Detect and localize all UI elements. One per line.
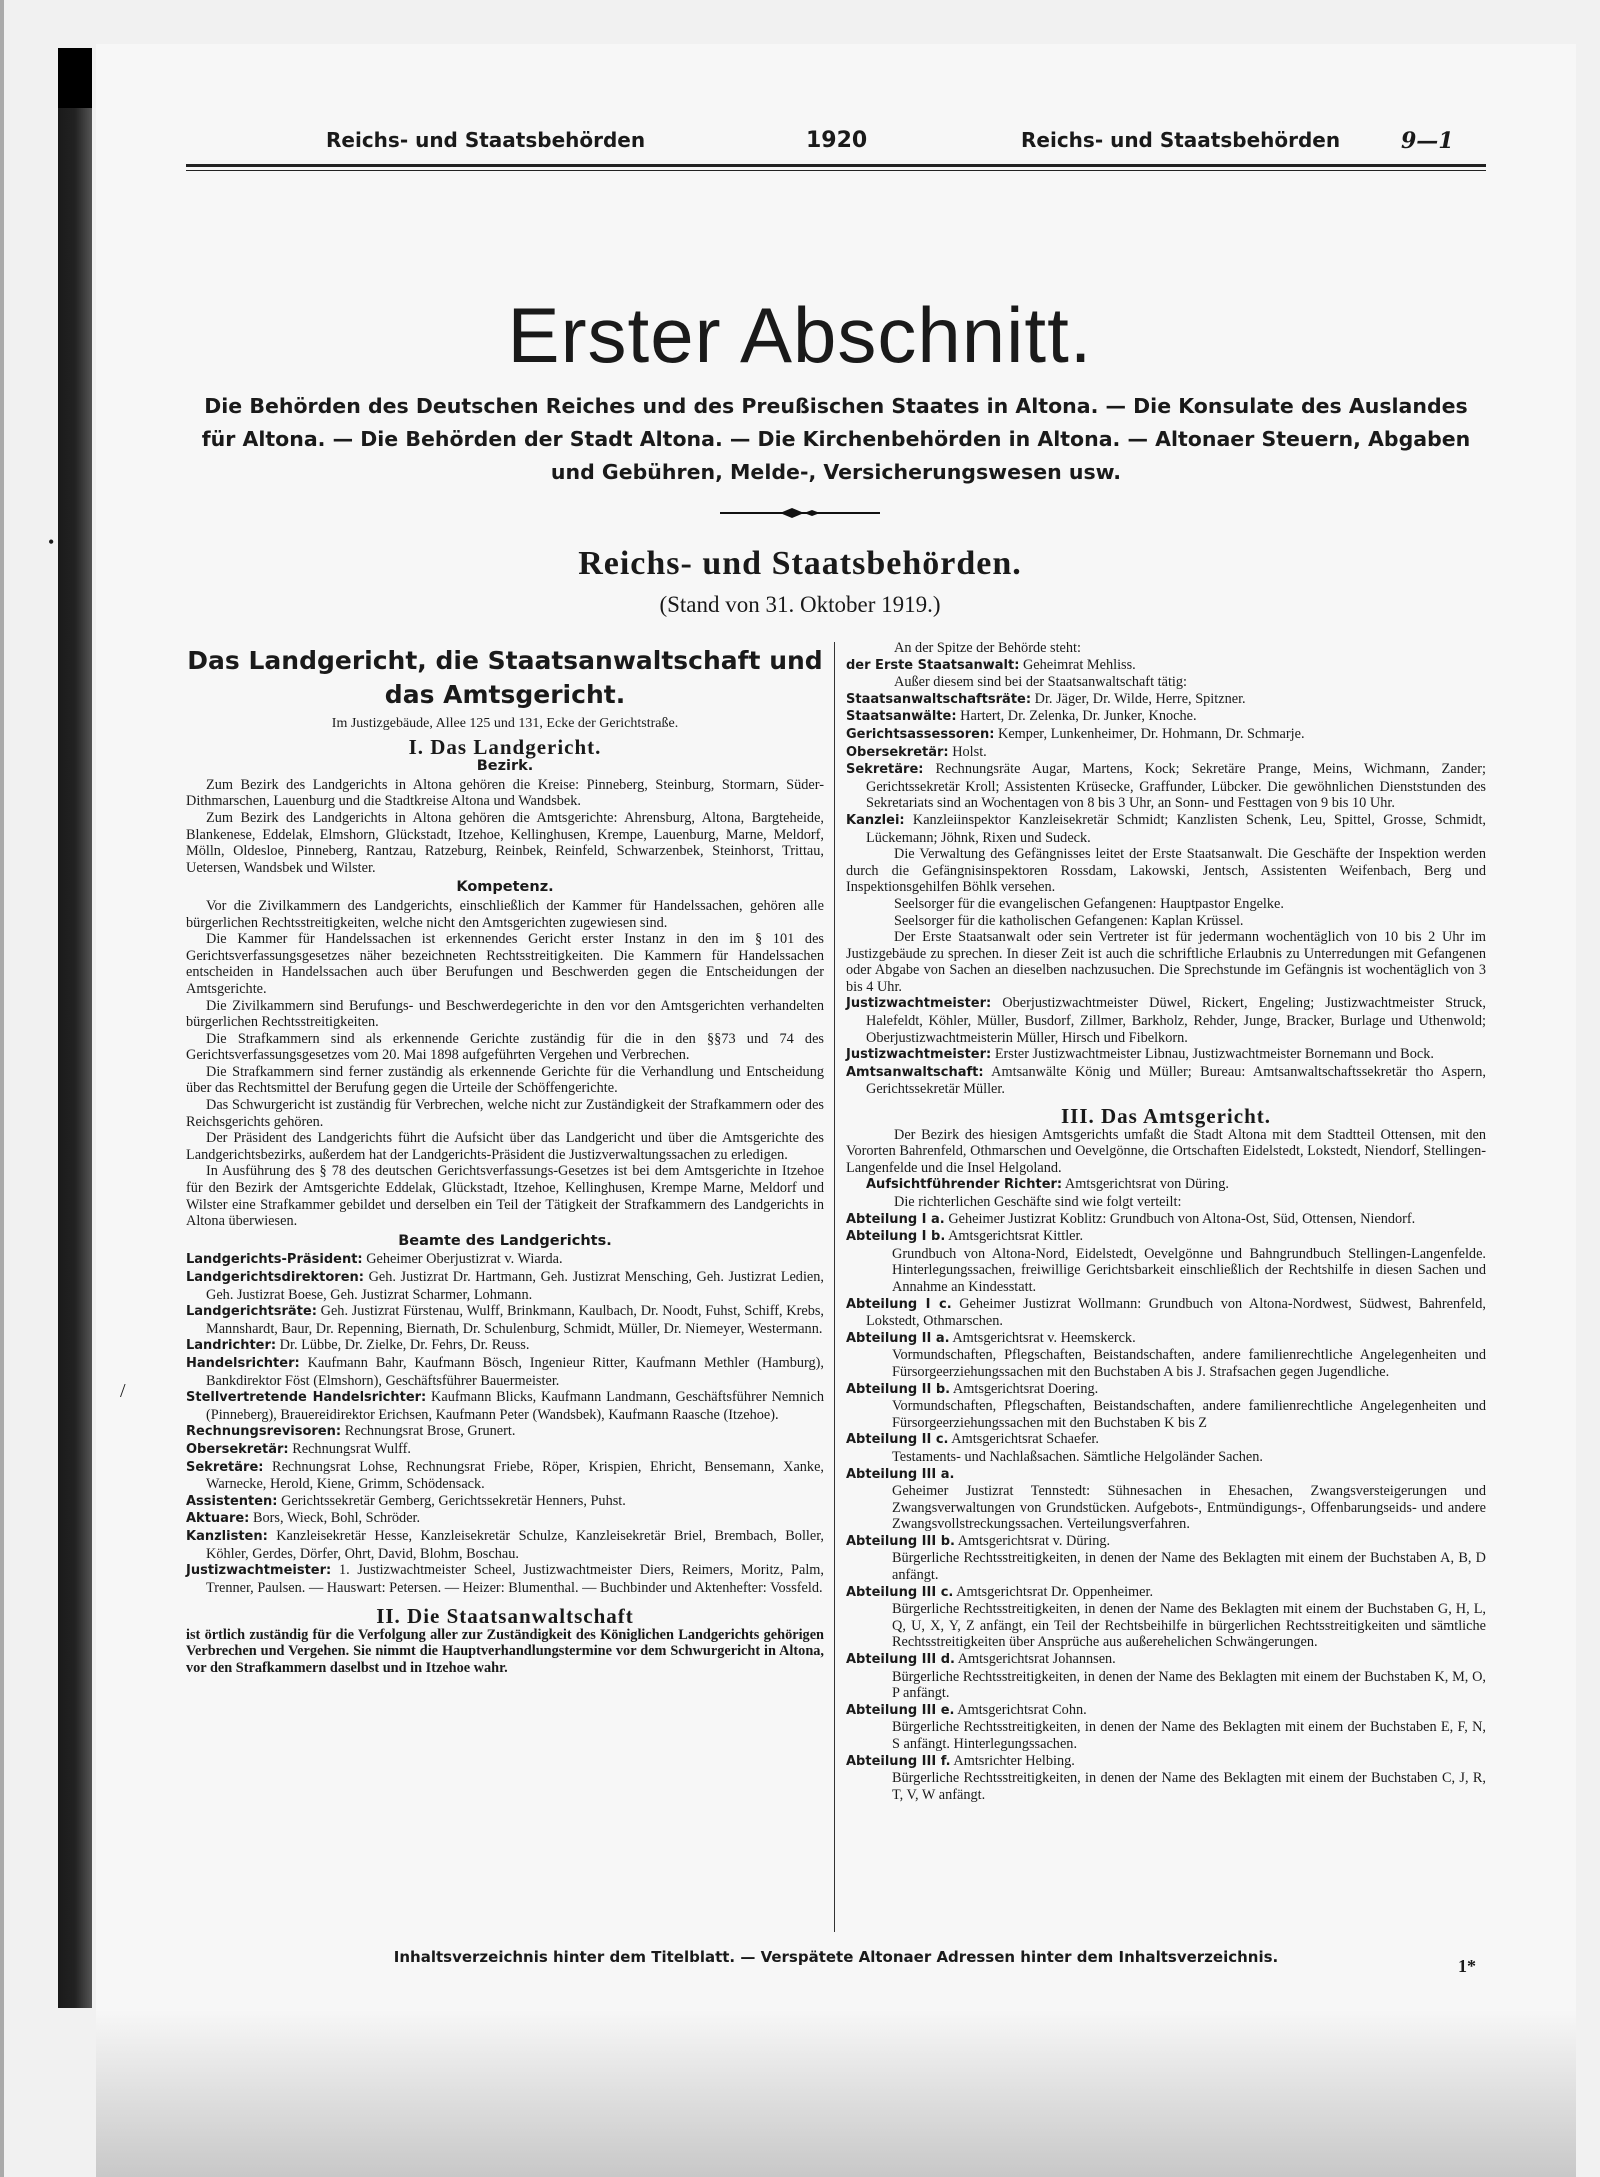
department-entry: Abteilung I b. Amtsgerichtsrat Kittler. (846, 1228, 1084, 1245)
right-column (846, 640, 1486, 1803)
signature-mark: 1* (1458, 1956, 1476, 1976)
court-location: Im Justizgebäude, Allee 125 und 131, Ecke der Gerichtstraße. (331, 716, 679, 731)
staff-entry: Amtsanwaltschaft: Amtsanwälte König und Müller; Bureau: Amtsanwaltschaftssekretär tho Aspern, Gerichtssekretär Müller. (846, 1063, 1487, 1098)
distribution-note: Die richterlichen Geschäfte sind wie folgt verteilt: (894, 1194, 1182, 1210)
staff-entry: Kanzlei: Kanzleiinspektor Kanzleisekretär Schmidt; Kanzlisten Schenk, Leu, Spittel, Grosse, Schmidt, Lückemann; Jöhnk, Rixen und Sudeck. (846, 811, 1486, 846)
staff-entry: Staatsanwaltschaftsräte: Dr. Jäger, Dr. Wilde, Herre, Spitzner. (846, 690, 1246, 707)
staff-entry: Sekretäre: Rechnungsräte Augar, Martens, Kock; Sekretäre Prange, Meins, Wichmann, Zander; Gerichtssekretär Kroll; Assistenten Krüsecke, Graffunder, Lübcker. Die gewöhnlichen Dienststunden des Sekretariats sind an Wochentagen von 8 bis 3 Uhr, an Sonn- und Festtagen von 9 bis 10 Uhr. (846, 761, 1487, 812)
department-entry: Abteilung III d. Amtsgerichtsrat Johannsen. (846, 1651, 1116, 1668)
department-entry: Abteilung I a. Geheimer Justizrat Koblitz: Grundbuch von Altona-Ost, Süd, Ottensen, Niendorf. (846, 1210, 1416, 1227)
department-entry: Abteilung III a. (846, 1466, 955, 1482)
header-page: 9—1 (1401, 128, 1454, 154)
kompetenz-paragraph: Vor die Zivilkammern des Landgerichts, einschließlich der Kammer für Handelssachen, gehören alle bürgerlichen Rechtsstreitigkeiten, welche nicht den Amtsgerichten zugewiesen sind. (186, 897, 824, 931)
supervising-judge: Aufsichtführender Richter: Amtsgerichtsrat von Düring. (866, 1176, 1229, 1193)
staff-entry: Landrichter: Dr. Lübbe, Dr. Zielke, Dr. Fehrs, Dr. Reuss. (186, 1337, 530, 1354)
staff-entry: Handelsrichter: Kaufmann Bahr, Kaufmann Bösch, Ingenieur Ritter, Kaufmann Methler (Hamburg), Bankdirektor Föst (Elmshorn), Geschäftsführer Bauermeister. (186, 1354, 824, 1389)
department-detail: Bürgerliche Rechtsstreitigkeiten, in denen der Name des Beklagten mit einem der Buchstaben G, H, L, Q, U, X, Y, Z anfängt, ein Teil der Rechtsbeihilfe in bürgerlichen Rechtsstreitigkeiten und sämtliche Rechtsstreitigkeiten über Ansprüche aus außerehelichen Schwängerungen. (892, 1601, 1486, 1651)
department-entry: Abteilung III e. Amtsgerichtsrat Cohn. (846, 1701, 1087, 1718)
kompetenz-paragraph: Der Präsident des Landgerichts führt die Aufsicht über das Landgericht und über die Amtsgerichte des Landgerichtsbezirks, außerdem hat der Landgerichts-Präsident die Justizverwaltungssachen zu erledigen. (186, 1130, 824, 1163)
staff-entry: Landgerichts-Präsident: Geheimer Oberjustizrat v. Wiarda. (186, 1251, 563, 1268)
department-detail: Grundbuch von Altona-Nord, Eidelstedt, Oevelgönne und Bahngrundbuch Stellingen-Langenfelde. Hinterlegungssachen, freiwillige Gerichtsbarkeit einschließlich der Rechtshilfe in diesen Sachen und Annahme an Kindesstatt. (892, 1245, 1486, 1295)
header-left: Reichs- und Staatsbehörden (326, 128, 646, 152)
prison-paragraph: Seelsorger für die katholischen Gefangenen: Kaplan Krüssel. (894, 912, 1244, 929)
staff-entry: Rechnungsrevisoren: Rechnungsrat Brose, Grunert. (186, 1423, 516, 1440)
section-title: Reichs- und Staatsbehörden. (578, 545, 1022, 582)
department-entry: Abteilung I c. Geheimer Justizrat Wollmann: Grundbuch von Altona-Nordwest, Südwest, Bahrenfeld, Lokstedt, Othmarschen. (846, 1295, 1486, 1330)
intro-line: Außer diesem sind bei der Staatsanwaltschaft tätig: (894, 674, 1188, 691)
intro-line: An der Spitze der Behörde steht: (894, 640, 1081, 656)
staff-entry: Justizwachtmeister: Oberjustizwachtmeister Düwel, Rickert, Engeling; Justizwachtmeister Struck, Halefeldt, Köhler, Müller, Busdorf, Zillmer, Barkholz, Rehder, Junge, Bracker, Burlage und Uthenwold; Oberjustizwachtmeisterin Müller, Hirsch und Fibelkorn. (846, 995, 1486, 1046)
bezirk-paragraph: Zum Bezirk des Landgerichts in Altona gehören die Kreise: Pinneberg, Steinburg, Stormarn, Süder-Dithmarschen, Lauenburg und die Stadtkreise Altona und Wandsbek. (186, 776, 824, 810)
main-title: Erster Abschnitt. (507, 291, 1093, 379)
amtsgericht-intro: Der Bezirk des hiesigen Amtsgerichts umfaßt die Stadt Altona mit dem Stadtteil Ottensen, mit den Vororten Bahrenfeld, Othmarschen und Oevelgönne, die Ortschaften Eidelstedt, Lokstedt, Niendorf, Stellingen-Langenfelde und die Insel Helgoland. (846, 1126, 1486, 1176)
header-year: 1920 (806, 128, 868, 153)
page-bottom-shadow (96, 2010, 1576, 2177)
footer-note: Inhaltsverzeichnis hinter dem Titelblatt. — Verspätete Altonaer Adressen hinter dem Inhaltsverzeichnis. (393, 1948, 1279, 1966)
staff-entry: Landgerichtsräte: Geh. Justizrat Fürstenau, Wulff, Brinkmann, Kaulbach, Dr. Noodt, Fuhst, Schiff, Krebs, Mannshardt, Baur, Dr. Repenning, Biernath, Dr. Schulenburg, Schmidt, Müller, Dr. Niemeyer, Westermann. (186, 1303, 824, 1337)
left-column (186, 640, 824, 1677)
staff-entry: Obersekretär: Holst. (846, 743, 987, 760)
prison-paragraph: Der Erste Staatsanwalt oder sein Vertreter ist für jedermann wochentäglich von 10 bis 2 Uhr im Justizgebäude zu sprechen. In dieser Zeit ist auch die schriftliche Erlaubnis zu Unterredungen mit Gefangenen oder Abgabe von Sachen an dieselben nachzusuchen. Die Sprechstunde im Gefängnis ist wochentäglich von 3 bis 4 Uhr. (846, 929, 1486, 995)
department-entry: Abteilung II b. Amtsgerichtsrat Doering. (846, 1380, 1099, 1397)
department-entry: Abteilung II a. Amtsgerichtsrat v. Heemskerck. (846, 1329, 1136, 1346)
kompetenz-paragraph: Die Strafkammern sind ferner zuständig als erkennende Gerichte für die Verhandlung und Entscheidung über das Rechtsmittel der Berufung gegen die Urteile der Schöffengerichte. (186, 1063, 824, 1097)
department-detail: Vormundschaften, Pflegschaften, Beistandschaften, andere familienrechtliche Angelegenheiten und Fürsorgeerziehungssachen mit den Buchstaben A bis J. Strafsachen gegen Jugendliche. (892, 1347, 1486, 1380)
department-detail: Bürgerliche Rechtsstreitigkeiten, in denen der Name des Beklagten mit einem der Buchstaben C, J, R, T, V, W anfängt. (892, 1770, 1486, 1803)
beamte-title: Beamte des Landgerichts. (398, 1232, 612, 1249)
subtitle: Die Behörden des Deutschen Reiches und des Preußischen Staates in Altona. — Die Konsulate des Auslandes für Altona. — Die Behörden der Stadt Altona. — Die Kirchenbehörden in Altona. — Altonaer Steuern, Abgaben und Gebühren, Melde-, Versicherungswesen usw. (201, 394, 1471, 484)
staff-entry: Stellvertretende Handelsrichter: Kaufmann Blicks, Kaufmann Landmann, Geschäftsführer Nemnich (Pinneberg), Brauereidirektor Erichsen, Kaufmann Peter (Wandsbek), Kaufmann Raasche (Itzehoe). (186, 1389, 825, 1423)
department-detail: Testaments- und Nachlaßsachen. Sämtliche Helgoländer Sachen. (892, 1448, 1263, 1465)
date-note: (Stand von 31. Oktober 1919.) (659, 592, 941, 617)
staatsanwaltschaft-title: II. Die Staatsanwaltschaft (376, 1604, 634, 1629)
department-entry: Abteilung III b. Amtsgerichtsrat v. Düring. (846, 1532, 1111, 1549)
header-rule-thin (186, 170, 1486, 171)
kompetenz-paragraph: Die Kammer für Handelssachen ist erkennendes Gericht erster Instanz in den im § 101 des Gerichtsverfassungsgesetzes näher bezeichneten Rechtsstreitigkeiten. Die Kammern für Handelssachen entscheiden in Handelssachen auch über Berufungen und Beschwerden gegen die Entscheidungen der Amtsgerichte. (186, 931, 824, 997)
department-detail: Vormundschaften, Pflegschaften, Beistandschaften, andere familienrechtliche Angelegenheiten und Fürsorgeerziehungssachen mit den Buchstaben K bis Z (892, 1398, 1486, 1431)
kompetenz-paragraph: In Ausführung des § 78 des deutschen Gerichtsverfassungs-Gesetzes ist bei dem Amtsgerichte in Itzehoe für den Bezirk der Amtsgerichte Eddelak, Glückstadt, Itzehoe, Kellinghusen, Krempe Marne, Meldorf und Wilster eine Strafkammer gebildet und derselben ein Teil der Tätigkeit der Strafkammern des Landgerichts in Altona überwiesen. (186, 1163, 824, 1230)
header-right: Reichs- und Staatsbehörden (1021, 128, 1341, 152)
margin-mark: • (48, 532, 55, 552)
book-spine-top (58, 48, 92, 108)
staff-entry: Landgerichtsdirektoren: Geh. Justizrat Dr. Hartmann, Geh. Justizrat Mensching, Geh. Justizrat Ledien, Geh. Justizrat Boese, Geh. Justizrat Scharmer, Lohmann. (186, 1269, 824, 1303)
department-detail: Bürgerliche Rechtsstreitigkeiten, in denen der Name des Beklagten mit einem der Buchstaben E, F, N, S anfängt. Hinterlegungssachen. (892, 1719, 1486, 1752)
staff-entry: Justizwachtmeister: 1. Justizwachtmeister Scheel, Justizwachtmeister Diers, Reimers, Moritz, Palm, Trenner, Paulsen. — Hauswart: Petersen. — Heizer: Blumenthal. — Buchbinder und Aktenhefter: Vossfeld. (186, 1562, 825, 1596)
bezirk-title: Bezirk. (476, 758, 534, 775)
column-divider (834, 642, 835, 1932)
department-detail: Geheimer Justizrat Tennstedt: Sühnesachen in Ehesachen, Zwangsversteigerungen und Zwangsverwaltungen von Grundstücken. Aufgebots-, Entmündigungs-, Offenbarungseids- und andere Zwangsvollstreckungssachen. Verteilungsverfahren. (892, 1483, 1486, 1533)
department-entry: Abteilung III c. Amtsgerichtsrat Dr. Oppenheimer. (846, 1583, 1154, 1600)
bezirk-paragraph: Zum Bezirk des Landgerichts in Altona gehören die Amtsgerichte: Ahrensburg, Altona, Bargteheide, Blankenese, Eddelak, Elmshorn, Glückstadt, Itzehoe, Kellinghusen, Krempe, Lauenburg, Marne, Meldorf, Mölln, Oldesloe, Pinneberg, Rantzau, Ratzeburg, Reinbek, Reinfeld, Schwarzenbek, Steinhorst, Trittau, Uetersen, Wandsbek und Wilster. (186, 809, 824, 876)
court-heading: Das Landgericht, die Staatsanwaltschaft und das Amtsgericht. (187, 646, 823, 709)
department-detail: Bürgerliche Rechtsstreitigkeiten, in denen der Name des Beklagten mit einem der Buchstaben A, B, D anfängt. (892, 1550, 1486, 1584)
department-detail: Bürgerliche Rechtsstreitigkeiten, in denen der Name des Beklagten mit einem der Buchstaben K, M, O, P anfängt. (892, 1668, 1486, 1702)
header-rule (186, 164, 1486, 167)
staff-entry: Aktuare: Bors, Wieck, Bohl, Schröder. (186, 1510, 421, 1527)
department-entry: Abteilung III f. Amtsrichter Helbing. (846, 1752, 1075, 1769)
kompetenz-paragraph: Die Strafkammern sind als erkennende Gerichte zuständig für die in den §§73 und 74 des Gerichtsverfassungsgesetzes vom 20. Mai 1898 aufgeführten Vergehen und Verbrechen. (186, 1030, 824, 1064)
staff-entry: Kanzlisten: Kanzleisekretär Hesse, Kanzleisekretär Schulze, Kanzleisekretär Briel, Brembach, Boller, Köhler, Gerdes, Dörfer, Ohrt, David, Blohm, Boschau. (186, 1527, 824, 1562)
prison-paragraph: Die Verwaltung des Gefängnisses leitet der Erste Staatsanwalt. Die Geschäfte der Inspektion werden durch die Gefängnisinspektoren Rossdam, Lakowski, Jentsch, Assistenten Weifenbach, Berg und Inspektionsgehilfen Böhlk versehen. (846, 846, 1486, 896)
ornament-divider (720, 505, 880, 521)
staatsanwaltschaft-text: ist örtlich zuständig für die Verfolgung aller zur Zuständigkeit des Königlichen Landgerichts gehörigen Verbrechen und Vergehen. Sie nimmt die Hauptverhandlungstermine vor dem Schwurgericht in Altona, vor den Strafkammern daselbst und in Itzehoe wahr. (186, 1626, 824, 1677)
prison-paragraph: Seelsorger für die evangelischen Gefangenen: Hauptpastor Engelke. (894, 895, 1284, 912)
kompetenz-paragraph: Das Schwurgericht ist zuständig für Verbrechen, welche nicht zur Zuständigkeit der Strafkammern oder des Reichsgerichts gehören. (186, 1097, 824, 1130)
intro-line: der Erste Staatsanwalt: Geheimrat Mehliss. (846, 656, 1136, 673)
staff-entry: Assistenten: Gerichtssekretär Gemberg, Gerichtssekretär Henners, Puhst. (186, 1492, 626, 1509)
running-header (186, 128, 1486, 162)
staff-entry: Staatsanwälte: Hartert, Dr. Zelenka, Dr. Junker, Knoche. (846, 708, 1197, 725)
amtsgericht-title: III. Das Amtsgericht. (1061, 1104, 1271, 1129)
landgericht-title: I. Das Landgericht. (408, 734, 602, 759)
staff-entry: Justizwachtmeister: Erster Justizwachtmeister Libnau, Justizwachtmeister Bornemann und Bock. (846, 1046, 1434, 1063)
staff-entry: Sekretäre: Rechnungsrat Lohse, Rechnungsrat Friebe, Röper, Krispien, Ehricht, Bensemann, Xanke, Warnecke, Herold, Kiene, Grimm, Schödensack. (186, 1458, 825, 1493)
kompetenz-paragraph: Die Zivilkammern sind Berufungs- und Beschwerdegerichte in den vor den Amtsgerichten verhandelten bürgerlichen Rechtsstreitigkeiten. (186, 997, 824, 1031)
staff-entry: Gerichtsassessoren: Kemper, Lunkenheimer, Dr. Hohmann, Dr. Schmarje. (846, 725, 1305, 742)
department-entry: Abteilung II c. Amtsgerichtsrat Schaefer. (846, 1431, 1099, 1448)
staff-entry: Obersekretär: Rechnungsrat Wulff. (186, 1440, 412, 1457)
kompetenz-title: Kompetenz. (456, 879, 554, 896)
margin-mark: / (120, 1380, 126, 1402)
